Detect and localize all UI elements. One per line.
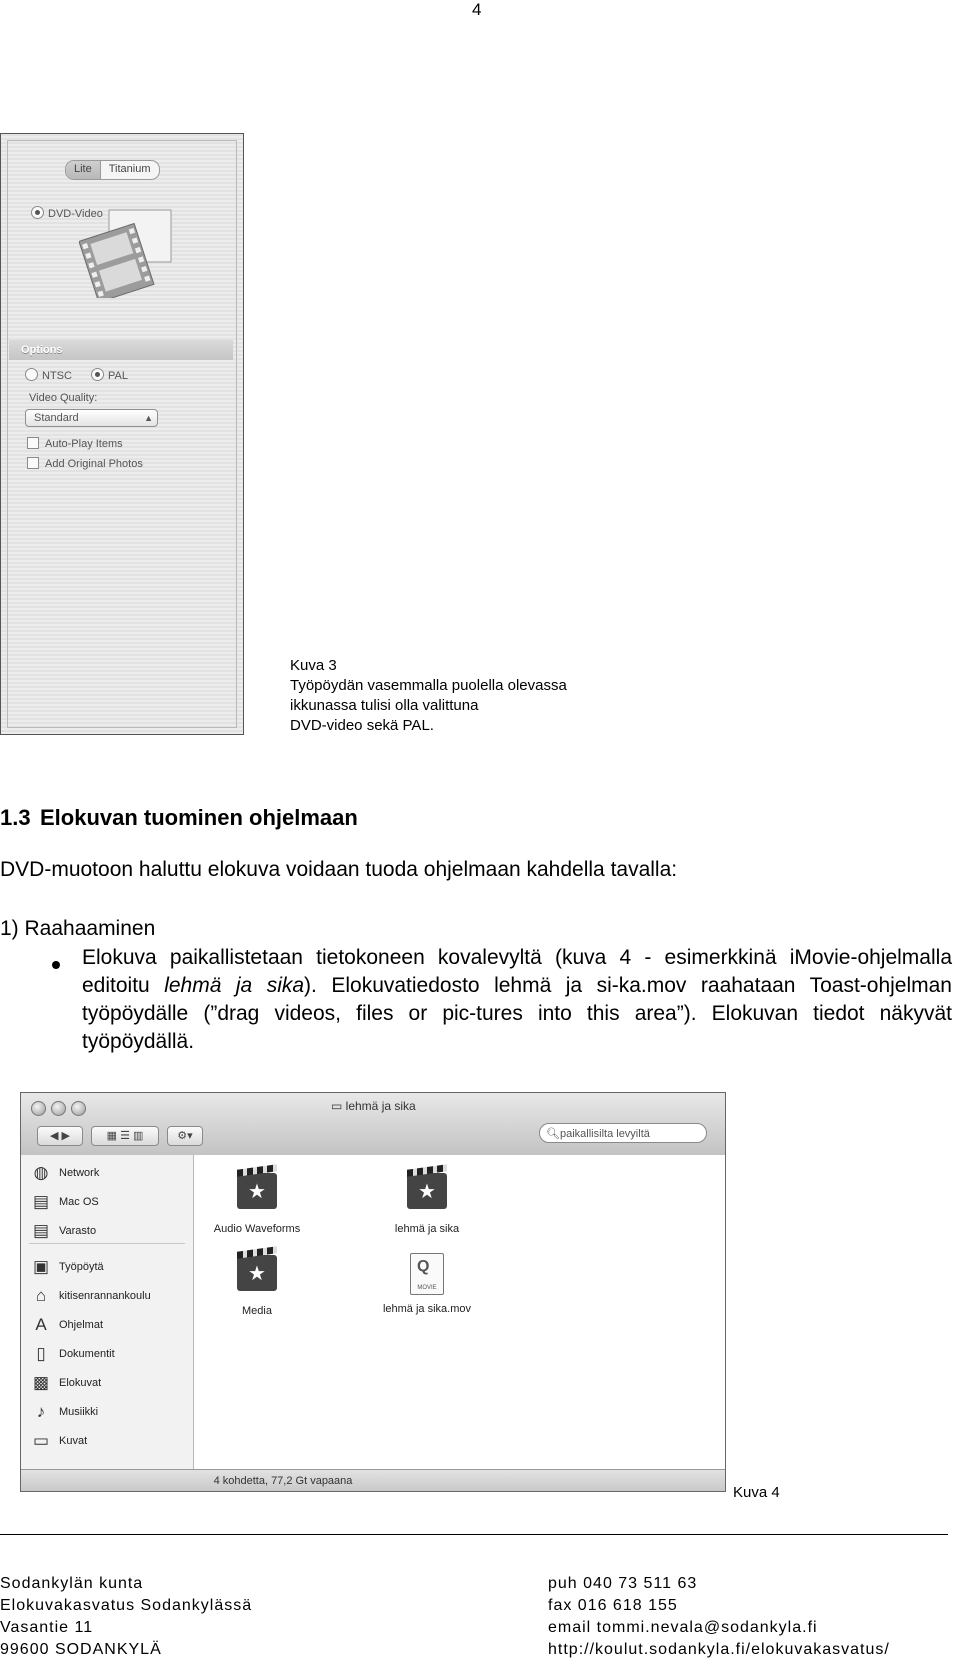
sidebar-divider <box>29 1243 185 1244</box>
video-quality-label: Video Quality: <box>29 392 98 404</box>
bullet-text-part2: ). Elokuvatiedosto lehmä ja si-ka.mov raahataan Toast-ohjelman työpöydälle (”drag videos, files or pic-tures into this area”). Elokuvan tiedot näkyvät työpöydällä. <box>82 974 952 1053</box>
footer-website-link[interactable]: http://koulut.sodankyla.fi/elokuvakasvatus/ <box>548 1641 890 1658</box>
search-placeholder: paikallisilta levyiltä <box>560 1128 650 1140</box>
ntsc-option[interactable] <box>25 368 72 382</box>
sidebar-item-tyopoyta[interactable] <box>29 1253 104 1281</box>
method-heading: 1) Raahaaminen <box>0 917 156 940</box>
sidebar-item-kuvat[interactable] <box>29 1427 87 1455</box>
column-view-icon[interactable]: ▥ <box>133 1130 144 1142</box>
add-original-option[interactable] <box>27 457 143 470</box>
film-icon: ▩ <box>32 1373 50 1392</box>
gear-icon: ⚙▾ <box>177 1130 193 1142</box>
close-window-button[interactable] <box>31 1101 46 1116</box>
video-quality-value: Standard <box>34 412 79 424</box>
pal-label: PAL <box>108 370 128 382</box>
sidebar-item-label: Dokumentit <box>59 1348 115 1360</box>
finder-window-title: ▭ lehmä ja sika <box>331 1099 416 1113</box>
sidebar-item-label: Musiikki <box>59 1406 99 1418</box>
movie-clapper-icon: ★ <box>235 1255 279 1299</box>
footer-email[interactable]: email tommi.nevala@sodankyla.fi <box>548 1619 818 1636</box>
sidebar-item-label: Kuvat <box>59 1435 88 1447</box>
sidebar-item-label: Varasto <box>59 1225 97 1237</box>
hard-drive-icon: ▤ <box>32 1192 50 1211</box>
file-label: lehmä ja sika.mov <box>382 1303 472 1315</box>
video-quality-select[interactable] <box>25 409 158 427</box>
film-strip-icon <box>79 206 179 298</box>
globe-icon: ◍ <box>33 1163 49 1182</box>
select-arrows-icon: ▲ <box>144 413 153 423</box>
auto-play-checkbox[interactable] <box>27 437 39 449</box>
bullet-text-italic: lehmä ja sika <box>164 974 305 997</box>
list-view-icon[interactable]: ☰ <box>120 1130 130 1142</box>
section-number: 1.3 <box>0 805 31 830</box>
auto-play-option[interactable] <box>27 437 123 450</box>
caption3-line1: Kuva 3 <box>290 657 337 674</box>
sidebar-item-varasto[interactable] <box>29 1217 96 1245</box>
file-label: Audio Waveforms <box>213 1223 301 1235</box>
add-original-checkbox[interactable] <box>27 457 39 469</box>
finder-sidebar <box>21 1155 194 1469</box>
minimize-window-button[interactable] <box>51 1101 66 1116</box>
section-title: Elokuvan tuominen ohjelmaan <box>40 805 358 830</box>
caption3-line2: Työpöydän vasemmalla puolella olevassa <box>290 677 567 694</box>
ntsc-label: NTSC <box>42 370 72 382</box>
hard-drive-icon: ▤ <box>32 1221 50 1240</box>
music-icon: ♪ <box>36 1402 46 1421</box>
options-header: Options <box>9 340 233 360</box>
file-label: Media <box>242 1305 272 1317</box>
footer-contact-left <box>0 1573 252 1661</box>
footer-line: Elokuvakasvatus Sodankylässä <box>0 1597 253 1614</box>
caption3-line4: DVD-video sekä PAL. <box>290 717 434 734</box>
auto-play-label: Auto-Play Items <box>45 438 123 450</box>
desktop-icon: ▣ <box>32 1257 50 1276</box>
sidebar-item-ohjelmat[interactable] <box>29 1311 103 1339</box>
sidebar-item-label: kitisenrannankoulu <box>59 1290 151 1302</box>
footer-phone: puh 040 73 511 63 <box>548 1575 698 1592</box>
view-mode-buttons[interactable] <box>91 1126 159 1146</box>
sidebar-item-label: Työpöytä <box>59 1261 104 1273</box>
file-item-media[interactable] <box>202 1251 312 1317</box>
finder-content-area <box>194 1155 725 1469</box>
back-arrow-icon[interactable]: ◀ <box>50 1130 59 1142</box>
tab-lite[interactable]: Lite <box>66 161 100 179</box>
sidebar-item-mac-os[interactable] <box>29 1188 99 1216</box>
file-item-audio-waveforms[interactable] <box>202 1169 312 1235</box>
sidebar-item-label: Elokuvat <box>59 1377 102 1389</box>
caption-kuva-3 <box>290 656 567 736</box>
finder-status-bar: 4 kohdetta, 77,2 Gt vapaana <box>21 1469 725 1491</box>
footer-line: Sodankylän kunta <box>0 1575 144 1592</box>
search-icon: 🔍︎ <box>546 1128 560 1140</box>
sidebar-item-label: Mac OS <box>59 1196 99 1208</box>
mode-segmented-control[interactable] <box>65 160 160 180</box>
footer-line: Vasantie 11 <box>0 1619 94 1636</box>
finder-window-screenshot <box>20 1092 726 1492</box>
sidebar-item-label: Ohjelmat <box>59 1319 104 1331</box>
forward-arrow-icon[interactable]: ▶ <box>61 1130 70 1142</box>
picture-icon: ▭ <box>32 1431 50 1450</box>
movie-clapper-icon: ★ <box>405 1173 449 1217</box>
action-menu-button[interactable] <box>167 1126 203 1146</box>
sidebar-item-musiikki[interactable] <box>29 1398 98 1426</box>
file-item-lehma-ja-sika-mov[interactable] <box>372 1251 482 1315</box>
movie-clapper-icon: ★ <box>235 1173 279 1217</box>
file-item-lehma-ja-sika[interactable] <box>372 1169 482 1235</box>
pal-option[interactable] <box>91 368 128 382</box>
page-number: 4 <box>472 0 482 19</box>
sidebar-item-elokuvat[interactable] <box>29 1369 101 1397</box>
bullet-paragraph <box>82 944 952 1056</box>
file-label: lehmä ja sika <box>394 1223 460 1235</box>
document-icon: ▯ <box>36 1344 46 1363</box>
back-forward-buttons[interactable] <box>37 1126 83 1146</box>
toast-settings-panel-screenshot <box>0 133 244 735</box>
bullet-text-part1: Elokuva paikallistetaan tietokoneen kovalevyltä (kuva 4 - esimerkkinä iMovie-ohjelmalla editoitu <box>82 946 952 997</box>
footer-divider <box>0 1534 948 1535</box>
zoom-window-button[interactable] <box>71 1101 86 1116</box>
section-heading <box>0 805 358 831</box>
pal-radio[interactable] <box>91 368 104 381</box>
footer-line: 99600 SODANKYLÄ <box>0 1641 162 1658</box>
intro-paragraph: DVD-muotoon haluttu elokuva voidaan tuoda ohjelmaan kahdella tavalla: <box>0 858 678 881</box>
footer-fax: fax 016 618 155 <box>548 1597 678 1614</box>
sidebar-item-network[interactable] <box>29 1159 99 1187</box>
home-icon: ⌂ <box>35 1286 47 1305</box>
finder-titlebar <box>21 1093 725 1156</box>
quicktime-movie-icon: Q MOVIE <box>405 1253 449 1297</box>
window-title-text: lehmä ja sika <box>345 1099 416 1113</box>
applications-icon: A <box>35 1315 47 1334</box>
add-original-label: Add Original Photos <box>45 458 143 470</box>
dvd-video-radio[interactable] <box>31 206 44 219</box>
icon-view-icon[interactable]: ▦ <box>106 1130 117 1142</box>
sidebar-item-dokumentit[interactable] <box>29 1340 115 1368</box>
bullet-icon <box>52 961 60 969</box>
caption-kuva-4: Kuva 4 <box>733 1484 780 1501</box>
search-field[interactable] <box>539 1123 707 1143</box>
tab-titanium[interactable]: Titanium <box>100 161 159 179</box>
footer-contact-right <box>548 1573 890 1661</box>
sidebar-item-label: Network <box>59 1167 100 1179</box>
ntsc-radio[interactable] <box>25 368 38 381</box>
caption3-line3: ikkunassa tulisi olla valittuna <box>290 697 479 714</box>
sidebar-item-home[interactable] <box>29 1282 151 1310</box>
dvd-video-label: DVD-Video <box>48 208 103 220</box>
